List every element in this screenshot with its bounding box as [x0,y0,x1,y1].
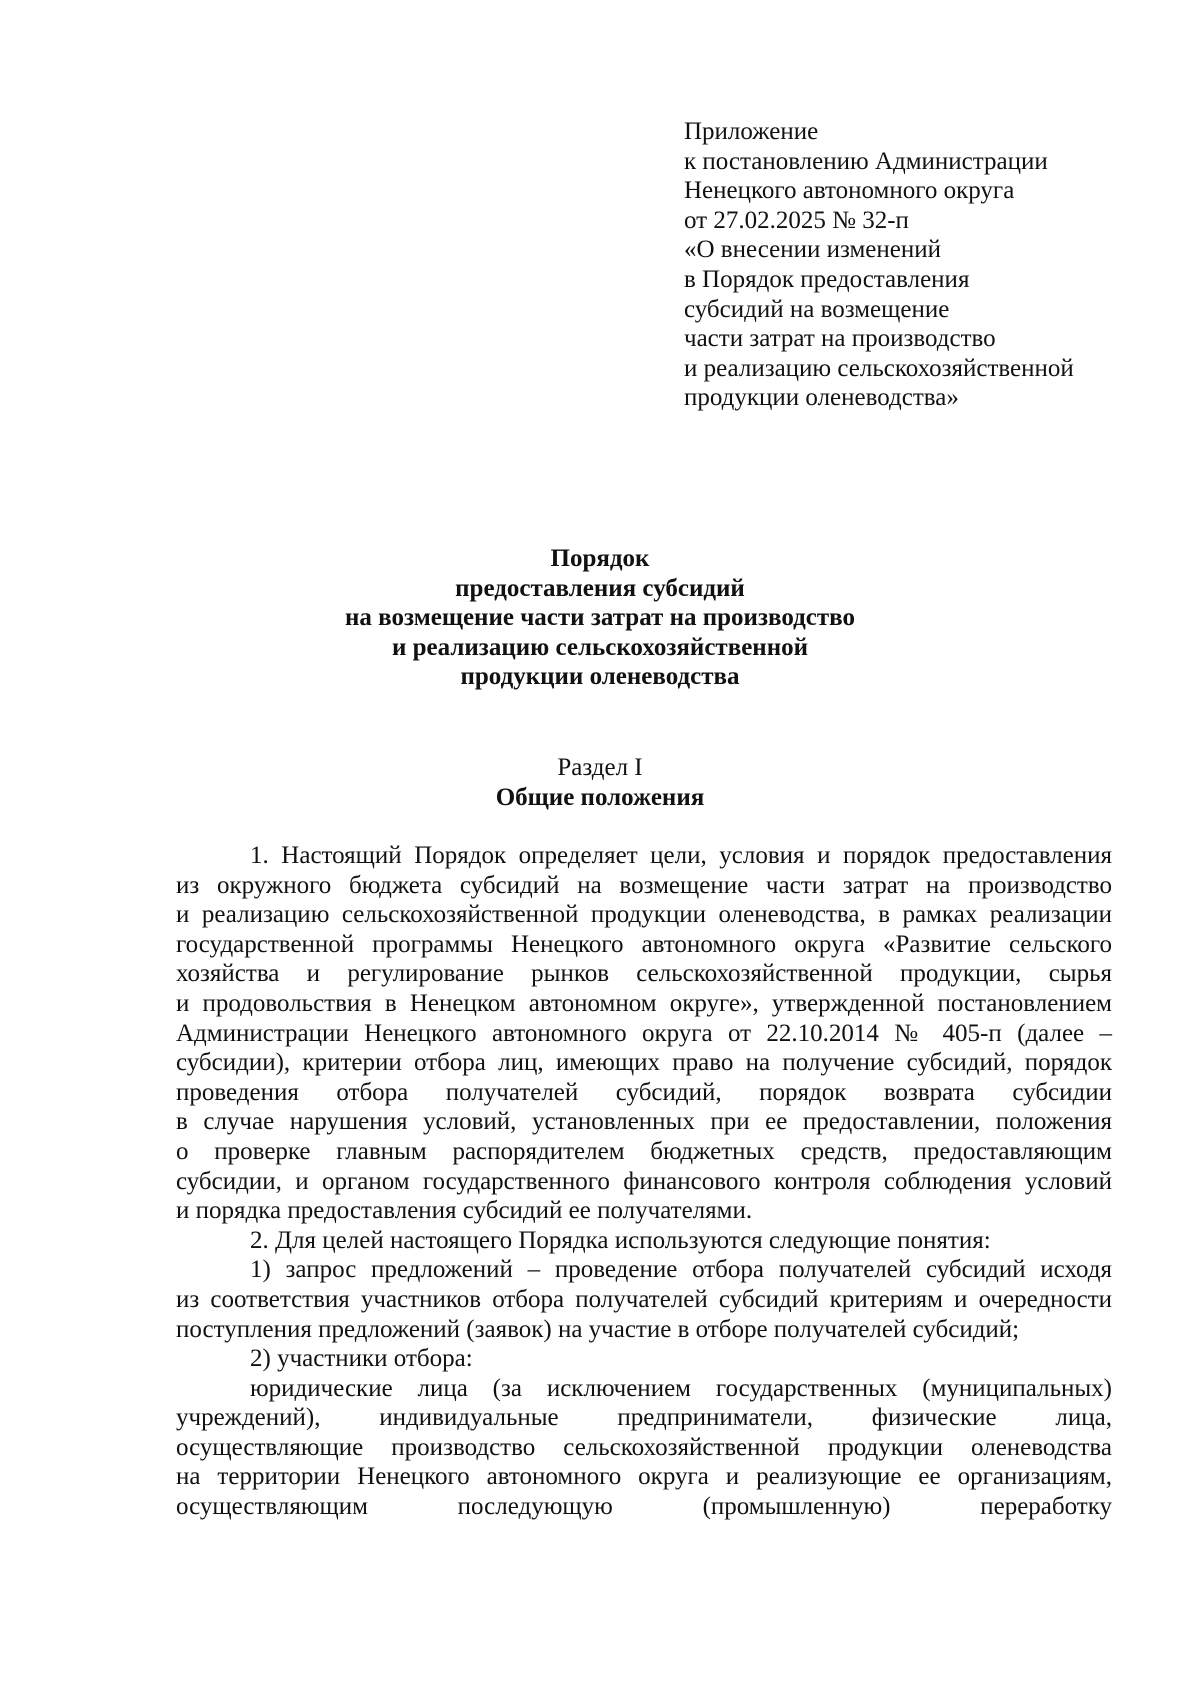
body-line: учреждений), индивидуальные предприниматели, физические лица, [176,1404,1112,1432]
appendix-line: части затрат на производство [684,325,996,353]
appendix-line: к постановлению Администрации [684,147,1048,175]
appendix-line: субсидий на возмещение [684,295,950,323]
appendix-line: продукции оленеводства» [684,384,959,412]
body-line: и реализацию сельскохозяйственной продукции оленеводства, в рамках реализации [176,901,1112,929]
body-line: и продовольствия в Ненецком автономном округе», утвержденной постановлением [176,989,1112,1017]
body-line: о проверке главным распорядителем бюджетных средств, предоставляющим [176,1137,1112,1165]
title-line: предоставления субсидий [455,574,745,602]
appendix-line: в Порядок предоставления [684,265,970,293]
body-line: в случае нарушения условий, установленных при ее предоставлении, положения [176,1108,1112,1136]
body-line: хозяйства и регулирование рынков сельскохозяйственной продукции, сырья [176,960,1112,988]
appendix-line: «О внесении изменений [684,236,942,264]
appendix-line: Приложение [684,118,819,145]
body-line: поступления предложений (заявок) на участие в отборе получателей субсидий; [176,1315,1020,1343]
body-line: государственной программы Ненецкого автономного округа «Развитие сельского [176,930,1112,958]
body-line: субсидии), критерии отбора лиц, имеющих право на получение субсидий, порядок [176,1049,1112,1077]
body-line: проведения отбора получателей субсидий, порядок возврата субсидии [176,1078,1112,1106]
title-line: на возмещение части затрат на производство [345,604,855,632]
appendix-line: Ненецкого автономного округа [684,177,1015,205]
body-line: на территории Ненецкого автономного округа и реализующие ее организациям, [176,1463,1112,1491]
body-line: Администрации Ненецкого автономного округа от 22.10.2014 № 405-п (далее – [176,1019,1112,1047]
appendix-line: от 27.02.2025 № 32-п [684,206,909,234]
body-line: осуществляющие производство сельскохозяйственной продукции оленеводства [176,1433,1112,1461]
body-line: осуществляющим последующую (промышленную) переработку [176,1493,1112,1521]
body-line: юридические лица (за исключением государственных (муниципальных) [250,1374,1112,1402]
body-line: субсидии, и органом государственного финансового контроля соблюдения условий [176,1167,1112,1195]
body-line: 1) запрос предложений – проведение отбора получателей субсидий исходя [250,1256,1112,1284]
body-line: и порядка предоставления субсидий ее получателями. [176,1197,753,1225]
body-line: 1. Настоящий Порядок определяет цели, условия и порядок предоставления [250,842,1112,869]
document-title [170,544,1030,692]
title-line: Порядок [550,545,650,572]
body-line: из окружного бюджета субсидий на возмещение части затрат на производство [176,871,1112,899]
title-line: и реализацию сельскохозяйственной [391,633,808,661]
document-body [176,841,1112,1522]
appendix-reference [684,117,1154,413]
appendix-line: и реализацию сельскохозяйственной [684,354,1074,382]
section-heading [170,753,1030,812]
section-number: Раздел I [557,754,643,781]
body-line: из соответствия участников отбора получателей субсидий критериям и очередности [176,1285,1112,1313]
section-title: Общие положения [495,783,705,811]
body-line: 2) участники отбора: [250,1345,473,1373]
title-line: продукции оленеводства [460,663,740,691]
body-line: 2. Для целей настоящего Порядка используются следующие понятия: [250,1226,991,1254]
